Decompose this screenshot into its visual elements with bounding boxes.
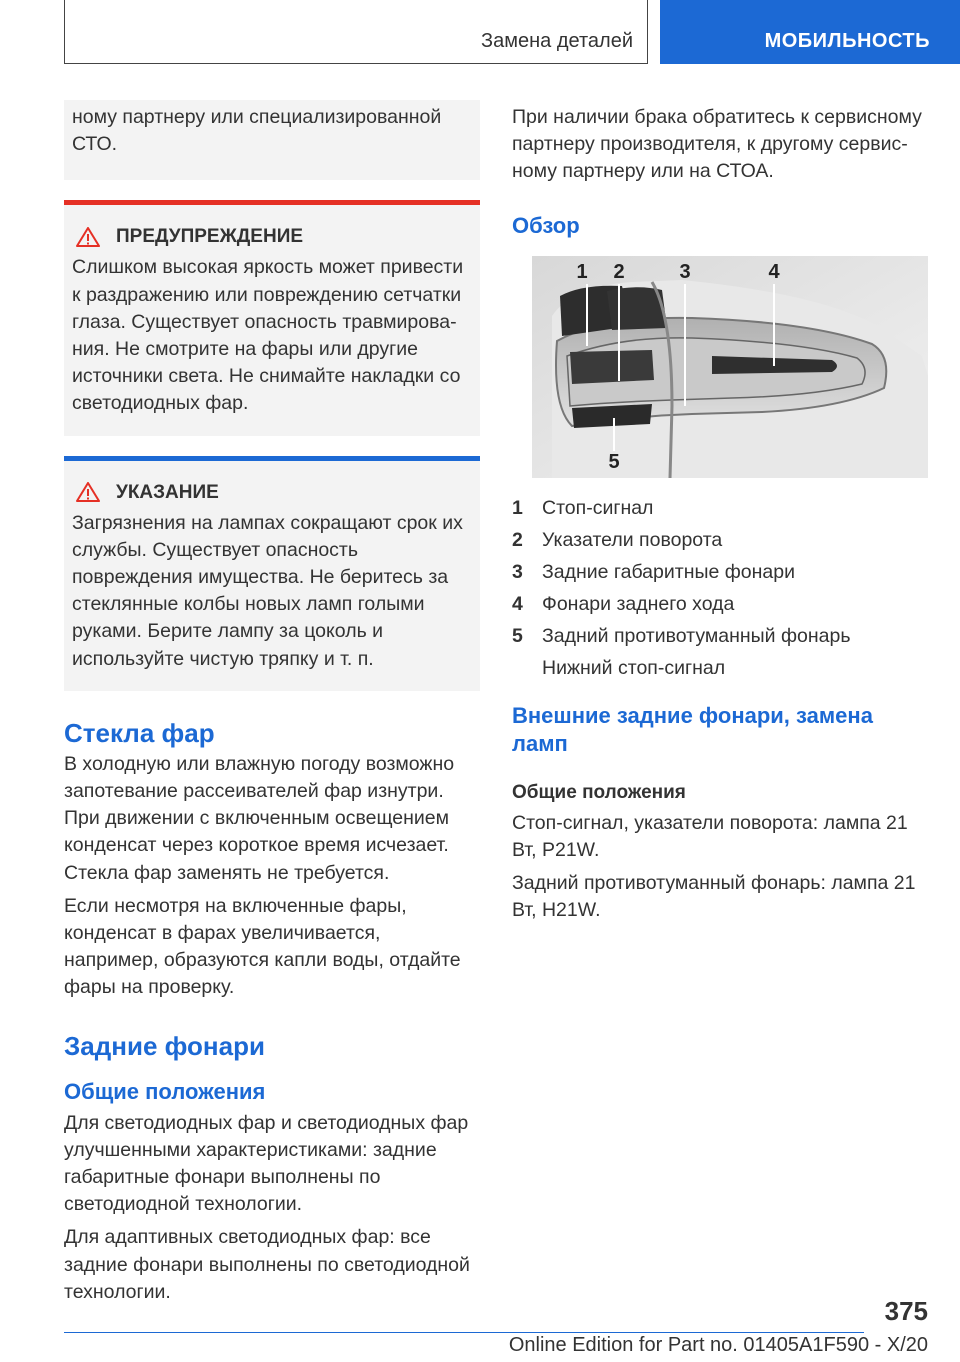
legend-item [512,556,928,588]
bulb-paragraph-1: Стоп-сигнал, указатели поворота: лампа 21 Вт, P21W. [512,811,908,861]
header-chapter-title: МОБИЛЬНОСТЬ [764,30,930,52]
legend-text: Стоп-сигнал [542,496,654,519]
warning-title: ПРЕДУПРЕЖДЕНИЕ [116,226,304,248]
legend-text: Фонари заднего хода [542,592,735,615]
notice-box [64,456,480,691]
header-chapter-tab [660,0,960,64]
bulb-paragraph-2: Задний противотуманный фонарь: лампа 21 Вт, H21W. [512,872,916,922]
rear-paragraph-1: Для светодиодных фар и светодиодных фар улучшенными характеристиками: задние габаритные фонари выполнены по светодиодной технологии. [64,1111,469,1216]
legend-text: Задний противотуманный фонарь [542,624,851,647]
legend-item [512,588,928,620]
footer-edition: Online Edition for Part no. 01405A1F590 - X/20 [508,1334,928,1356]
header-section-tab [64,0,648,64]
warning-title-row [72,223,472,250]
legend-number [512,652,542,684]
notice-title-row [72,479,472,506]
glass-paragraph-2: Если несмотря на включенные фары, конденсат в фарах увеличивается, например, образуются капли воды, отдайте фары на проверку. [64,894,461,999]
legend-item [512,620,928,652]
warning-triangle-icon [76,482,100,502]
continued-text-box [64,100,480,180]
overview-heading: Обзор [512,212,580,238]
tail-light-figure [512,256,928,478]
warning-triangle-icon [76,227,100,247]
notice-text: Загрязнения на лампах сокращают срок их службы. Существует опасность повреждения имущества. Не беритесь за стеклянные колбы новых ламп голыми руками. Берите лампу за цоколь и используйте чистую тряпку и т. п. [72,511,463,670]
figure-label-3: 3 [679,260,691,283]
rear-paragraph-2: Для адаптивных светодиодных фар: все задние фонари выполнены по светодиодной технологии. [64,1226,470,1303]
outer-lights-heading: Внешние задние фонари, замена ламп [512,702,873,756]
legend-number: 3 [512,560,523,583]
page-number: 375 [884,1296,928,1326]
notice-title: УКАЗАНИЕ [116,481,219,503]
legend-item [512,524,928,556]
intro-paragraph: При наличии брака обратитесь к сервисному партнеру производителя, к другому сервисному партнеру или на СТОА. [512,106,922,183]
glass-paragraph-1: В холодную или влажную погоду возможно запотевание рассеивателей фар изнутри. При движении с включенным освещением конденсат через короткое время исчезает. Стекла фар заменять не требуется. [64,752,455,884]
legend-item [512,652,928,684]
right-general-heading: Общие положения [512,781,686,803]
figure-label-1: 1 [576,260,588,283]
header-section-title: Замена деталей [481,30,633,52]
legend-number: 2 [512,528,523,551]
right-column [512,100,928,924]
legend-number: 1 [512,496,523,519]
legend-text: Нижний стоп-сигнал [542,656,726,679]
legend-text: Задние габаритные фонари [542,560,795,583]
continued-text: ному партнеру или специализированной СТО. [72,106,442,156]
general-heading: Общие положения [64,1078,266,1104]
figure-label-5: 5 [608,450,620,473]
footer-divider [64,1332,864,1333]
left-column [64,100,480,1306]
warning-text: Слишком высокая яркость может привести к раздражению или повреждению сетчатки глаза. Существует опасность травмирования. Не смотрите на фары или другие источники света. Не снимайте накладки со светодиодных фар. [72,256,464,415]
figure-label-2: 2 [613,260,625,283]
rear-lights-heading: Задние фонари [64,1030,265,1061]
legend-text: Указатели поворота [542,528,723,551]
glass-heading: Стекла фар [64,717,215,748]
warning-box [64,200,480,435]
figure-legend [512,492,928,684]
legend-number: 4 [512,592,523,615]
legend-item [512,492,928,524]
legend-number: 5 [512,624,523,647]
figure-label-4: 4 [768,260,780,283]
